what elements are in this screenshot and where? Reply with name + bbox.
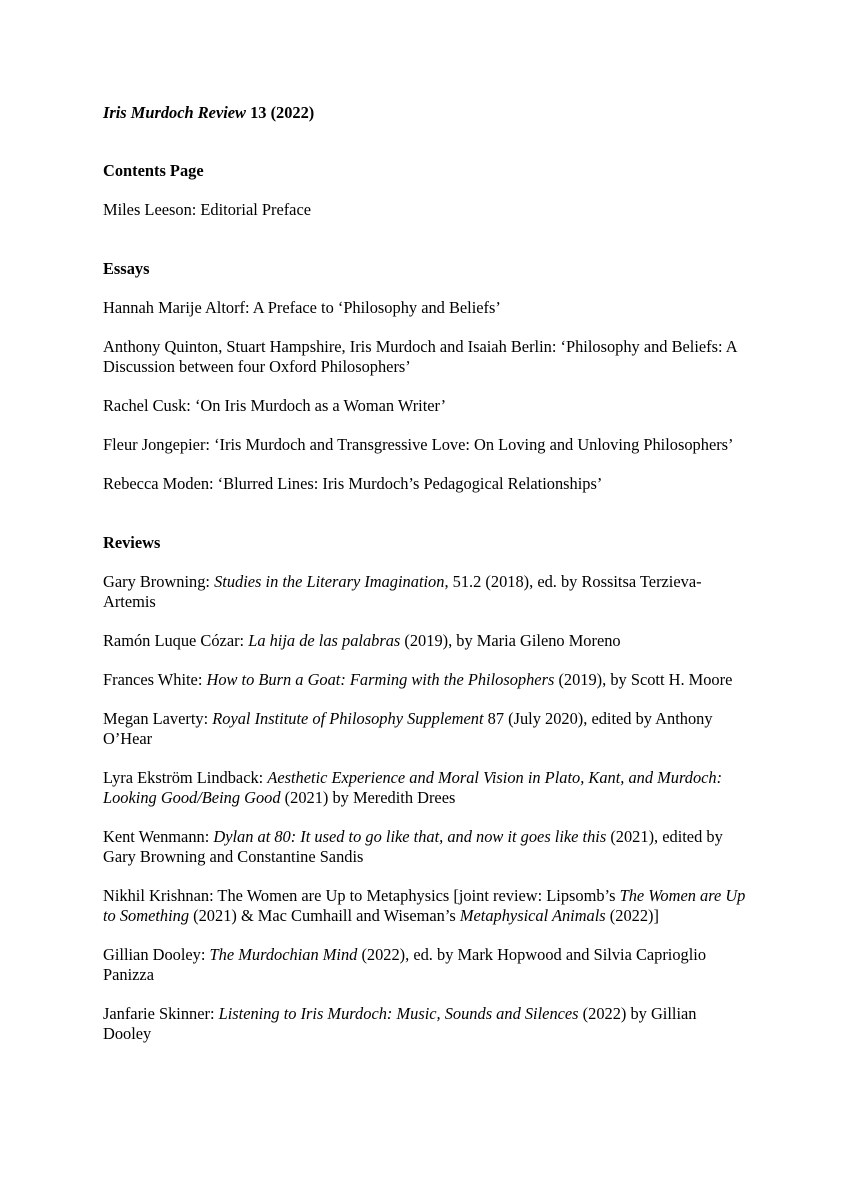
reviews-heading: Reviews — [103, 533, 161, 552]
essay-entry: Rachel Cusk: ‘On Iris Murdoch as a Woman Writer’ — [103, 396, 447, 415]
review-text: (2022)] — [605, 906, 659, 925]
review-text: Lyra Ekström Lindback: — [103, 768, 268, 787]
review-text: , 51.2 (2018), ed. by Rossitsa Terzieva-Artemis — [103, 572, 702, 611]
editorial-preface-entry: Miles Leeson: Editorial Preface — [103, 200, 311, 219]
review-text: Gary Browning: — [103, 572, 215, 591]
review-entry — [103, 631, 748, 651]
review-text: Megan Laverty: — [103, 709, 213, 728]
review-work-title: La hija de las palabras — [248, 631, 401, 650]
contents-heading: Contents Page — [103, 161, 204, 180]
essay-entry: Rebecca Moden: ‘Blurred Lines: Iris Murdoch’s Pedagogical Relationships’ — [103, 474, 603, 493]
essay-entry: Anthony Quinton, Stuart Hampshire, Iris Murdoch and Isaiah Berlin: ‘Philosophy and Beliefs: A Discussion between four Oxford Philosophers’ — [103, 337, 737, 376]
essays-heading: Essays — [103, 259, 150, 278]
review-entry — [103, 670, 748, 690]
review-work-title: Royal Institute of Philosophy Supplement — [212, 709, 484, 728]
review-entry — [103, 1004, 748, 1044]
review-entry — [103, 827, 748, 867]
review-work-title: Dylan at 80: It used to go like that, and now it goes like this — [213, 827, 607, 846]
review-work-title: Studies in the Literary Imagination — [214, 572, 445, 591]
review-text: Frances White: — [103, 670, 207, 689]
review-text: Kent Wenmann: — [103, 827, 214, 846]
review-work-title: Metaphysical Animals — [459, 906, 606, 925]
journal-title — [103, 103, 748, 123]
journal-issue: 13 (2022) — [245, 103, 315, 122]
review-text: Janfarie Skinner: — [103, 1004, 219, 1023]
review-text: (2021) by Meredith Drees — [280, 788, 456, 807]
review-work-title: How to Burn a Goat: Farming with the Philosophers — [206, 670, 555, 689]
review-text: (2021) & Mac Cumhaill and Wiseman’s — [189, 906, 460, 925]
review-entry — [103, 572, 748, 612]
review-entry — [103, 768, 748, 808]
review-text: (2019), by Scott H. Moore — [554, 670, 733, 689]
review-text: (2022), ed. by Mark Hopwood and Silvia Caprioglio Panizza — [103, 945, 707, 984]
essay-entry: Fleur Jongepier: ‘Iris Murdoch and Transgressive Love: On Loving and Unloving Philosophers’ — [103, 435, 734, 454]
review-work-title: The Women are Up to Something — [103, 886, 746, 925]
review-text: Gillian Dooley: — [103, 945, 210, 964]
review-work-title: The Murdochian Mind — [209, 945, 358, 964]
journal-name: Iris Murdoch Review — [103, 103, 246, 122]
reviews-list — [103, 572, 748, 1044]
review-work-title: Listening to Iris Murdoch: Music, Sounds and Silences — [218, 1004, 579, 1023]
document-page — [103, 103, 748, 1044]
review-text: Nikhil Krishnan: The Women are Up to Metaphysics [joint review: Lipsomb’s — [103, 886, 620, 905]
review-entry — [103, 709, 748, 749]
review-text: (2021), edited by Gary Browning and Constantine Sandis — [103, 827, 723, 866]
review-text: Ramón Luque Cózar: — [103, 631, 249, 650]
review-text: (2022) by Gillian Dooley — [103, 1004, 697, 1043]
essays-list — [103, 298, 748, 494]
essay-entry: Hannah Marije Altorf: A Preface to ‘Philosophy and Beliefs’ — [103, 298, 501, 317]
review-text: (2019), by Maria Gileno Moreno — [400, 631, 621, 650]
review-entry — [103, 886, 748, 926]
review-entry — [103, 945, 748, 985]
review-text: 87 (July 2020), edited by Anthony O’Hear — [103, 709, 713, 748]
review-work-title: Aesthetic Experience and Moral Vision in Plato, Kant, and Murdoch: Looking Good/Being Good — [103, 768, 723, 807]
